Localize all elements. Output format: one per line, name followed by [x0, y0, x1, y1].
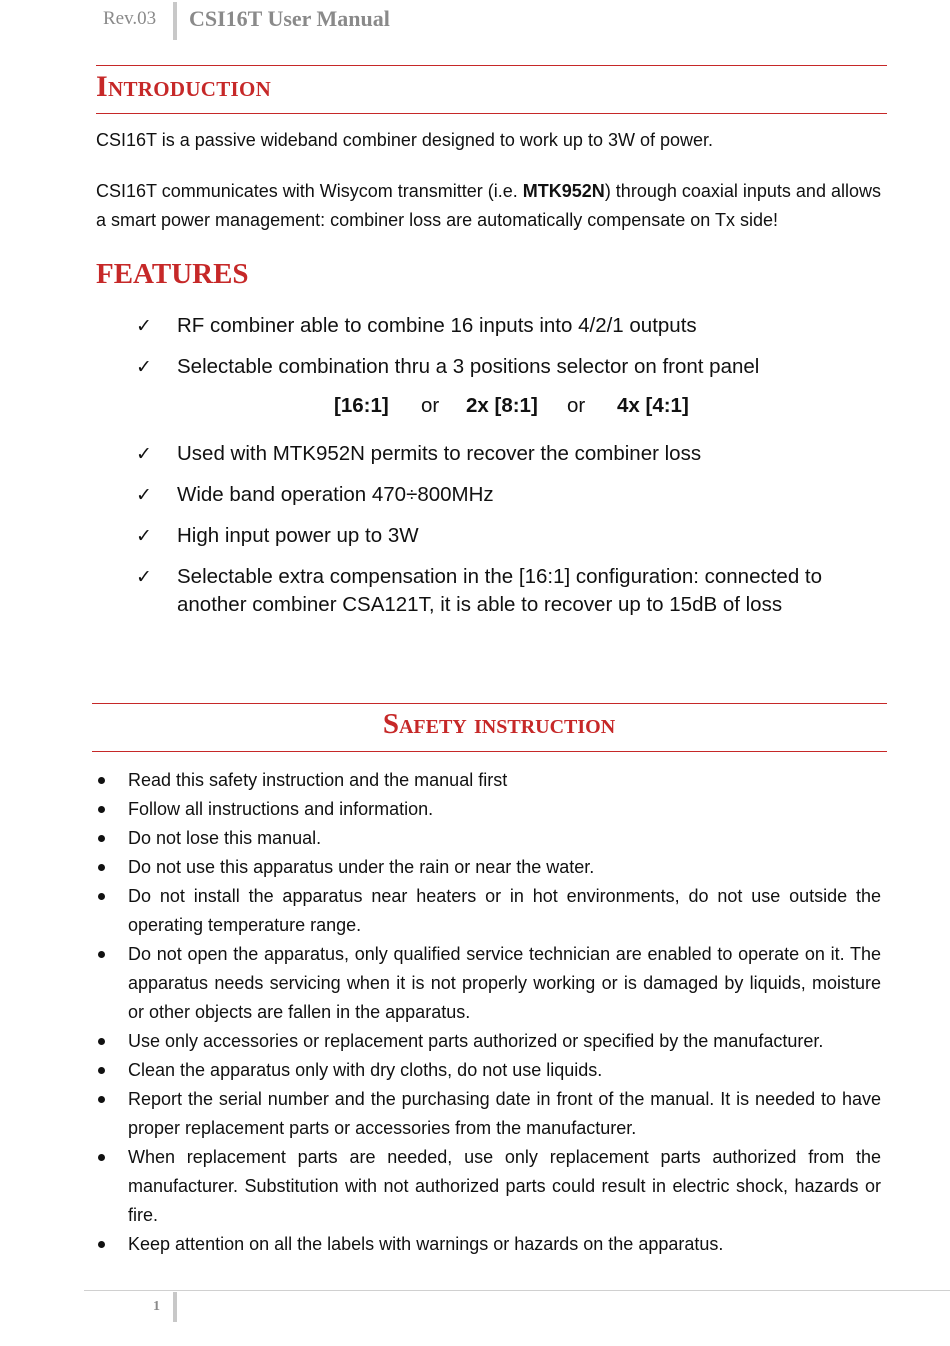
bullet-icon	[98, 1096, 105, 1103]
bullet-icon	[98, 864, 105, 871]
intro-paragraph-2: CSI16T communicates with Wisycom transmitter (i.e. MTK952N) through coaxial inputs and allows a smart power management: combiner loss are automatically compensate on Tx side!	[96, 181, 881, 230]
safety-list	[96, 766, 881, 1259]
list-item: When replacement parts are needed, use only replacement parts authorized from the manufacturer. Substitution with not authorized parts could result in electric shock, hazards or fire.	[96, 1143, 881, 1230]
list-item: Use only accessories or replacement parts authorized or specified by the manufacturer.	[96, 1027, 881, 1056]
page-header	[0, 0, 950, 44]
combination-or: or	[567, 394, 586, 417]
list-item: Report the serial number and the purchasing date in front of the manual. It is needed to have proper replacement parts or accessories from the manufacturer.	[96, 1085, 881, 1143]
intro-top-rule	[96, 65, 887, 66]
footer-divider	[173, 1292, 177, 1322]
list-item: Do not lose this manual.	[96, 824, 881, 853]
combination-or: or	[421, 394, 440, 417]
safety-top-rule	[92, 703, 887, 704]
header-divider	[173, 2, 177, 40]
list-item: Clean the apparatus only with dry cloths, do not use liquids.	[96, 1056, 881, 1085]
revision-label: Rev.03	[103, 8, 157, 29]
list-item: Do not use this apparatus under the rain or near the water.	[96, 853, 881, 882]
checkmark-icon: ✓	[136, 315, 152, 337]
list-item: Read this safety instruction and the manual first	[96, 766, 881, 795]
intro-paragraph-1: CSI16T is a passive wideband combiner designed to work up to 3W of power.	[96, 130, 714, 150]
list-item: Do not open the apparatus, only qualified service technician are enabled to operate on it. The apparatus needs servicing when it is not properly working or is damaged by liquids, moisture or other objects are fallen in the apparatus.	[96, 940, 881, 1027]
bullet-icon	[98, 1241, 105, 1248]
list-item: Keep attention on all the labels with warnings or hazards on the apparatus.	[96, 1230, 881, 1259]
product-model: MTK952N	[522, 181, 605, 201]
bullet-icon	[98, 777, 105, 784]
document-title: CSI16T User Manual	[189, 6, 390, 31]
list-item: Do not install the apparatus near heaters or in hot environments, do not use outside the operating temperature range.	[96, 882, 881, 940]
combination-4x-4-1: 4x [4:1]	[617, 394, 689, 417]
bullet-icon	[98, 893, 105, 900]
list-item: Follow all instructions and information.	[96, 795, 881, 824]
features-heading: FEATURES	[96, 258, 249, 290]
bullet-icon	[98, 806, 105, 813]
page-number: 1	[153, 1299, 160, 1314]
checkmark-icon: ✓	[136, 566, 152, 588]
checkmark-icon: ✓	[136, 484, 152, 506]
safety-heading: Safety instruction	[382, 708, 616, 740]
checkmark-icon: ✓	[136, 356, 152, 378]
safety-bottom-rule	[92, 751, 887, 752]
bullet-icon	[98, 951, 105, 958]
footer-rule	[84, 1290, 950, 1291]
checkmark-icon: ✓	[136, 443, 152, 465]
bullet-icon	[98, 1038, 105, 1045]
combination-16-1: [16:1]	[334, 394, 389, 417]
checkmark-icon: ✓	[136, 525, 152, 547]
bullet-icon	[98, 835, 105, 842]
combination-2x-8-1: 2x [8:1]	[466, 394, 538, 417]
introduction-heading: Introduction	[96, 70, 272, 103]
bullet-icon	[98, 1067, 105, 1074]
intro-bottom-rule	[96, 113, 887, 114]
bullet-icon	[98, 1154, 105, 1161]
